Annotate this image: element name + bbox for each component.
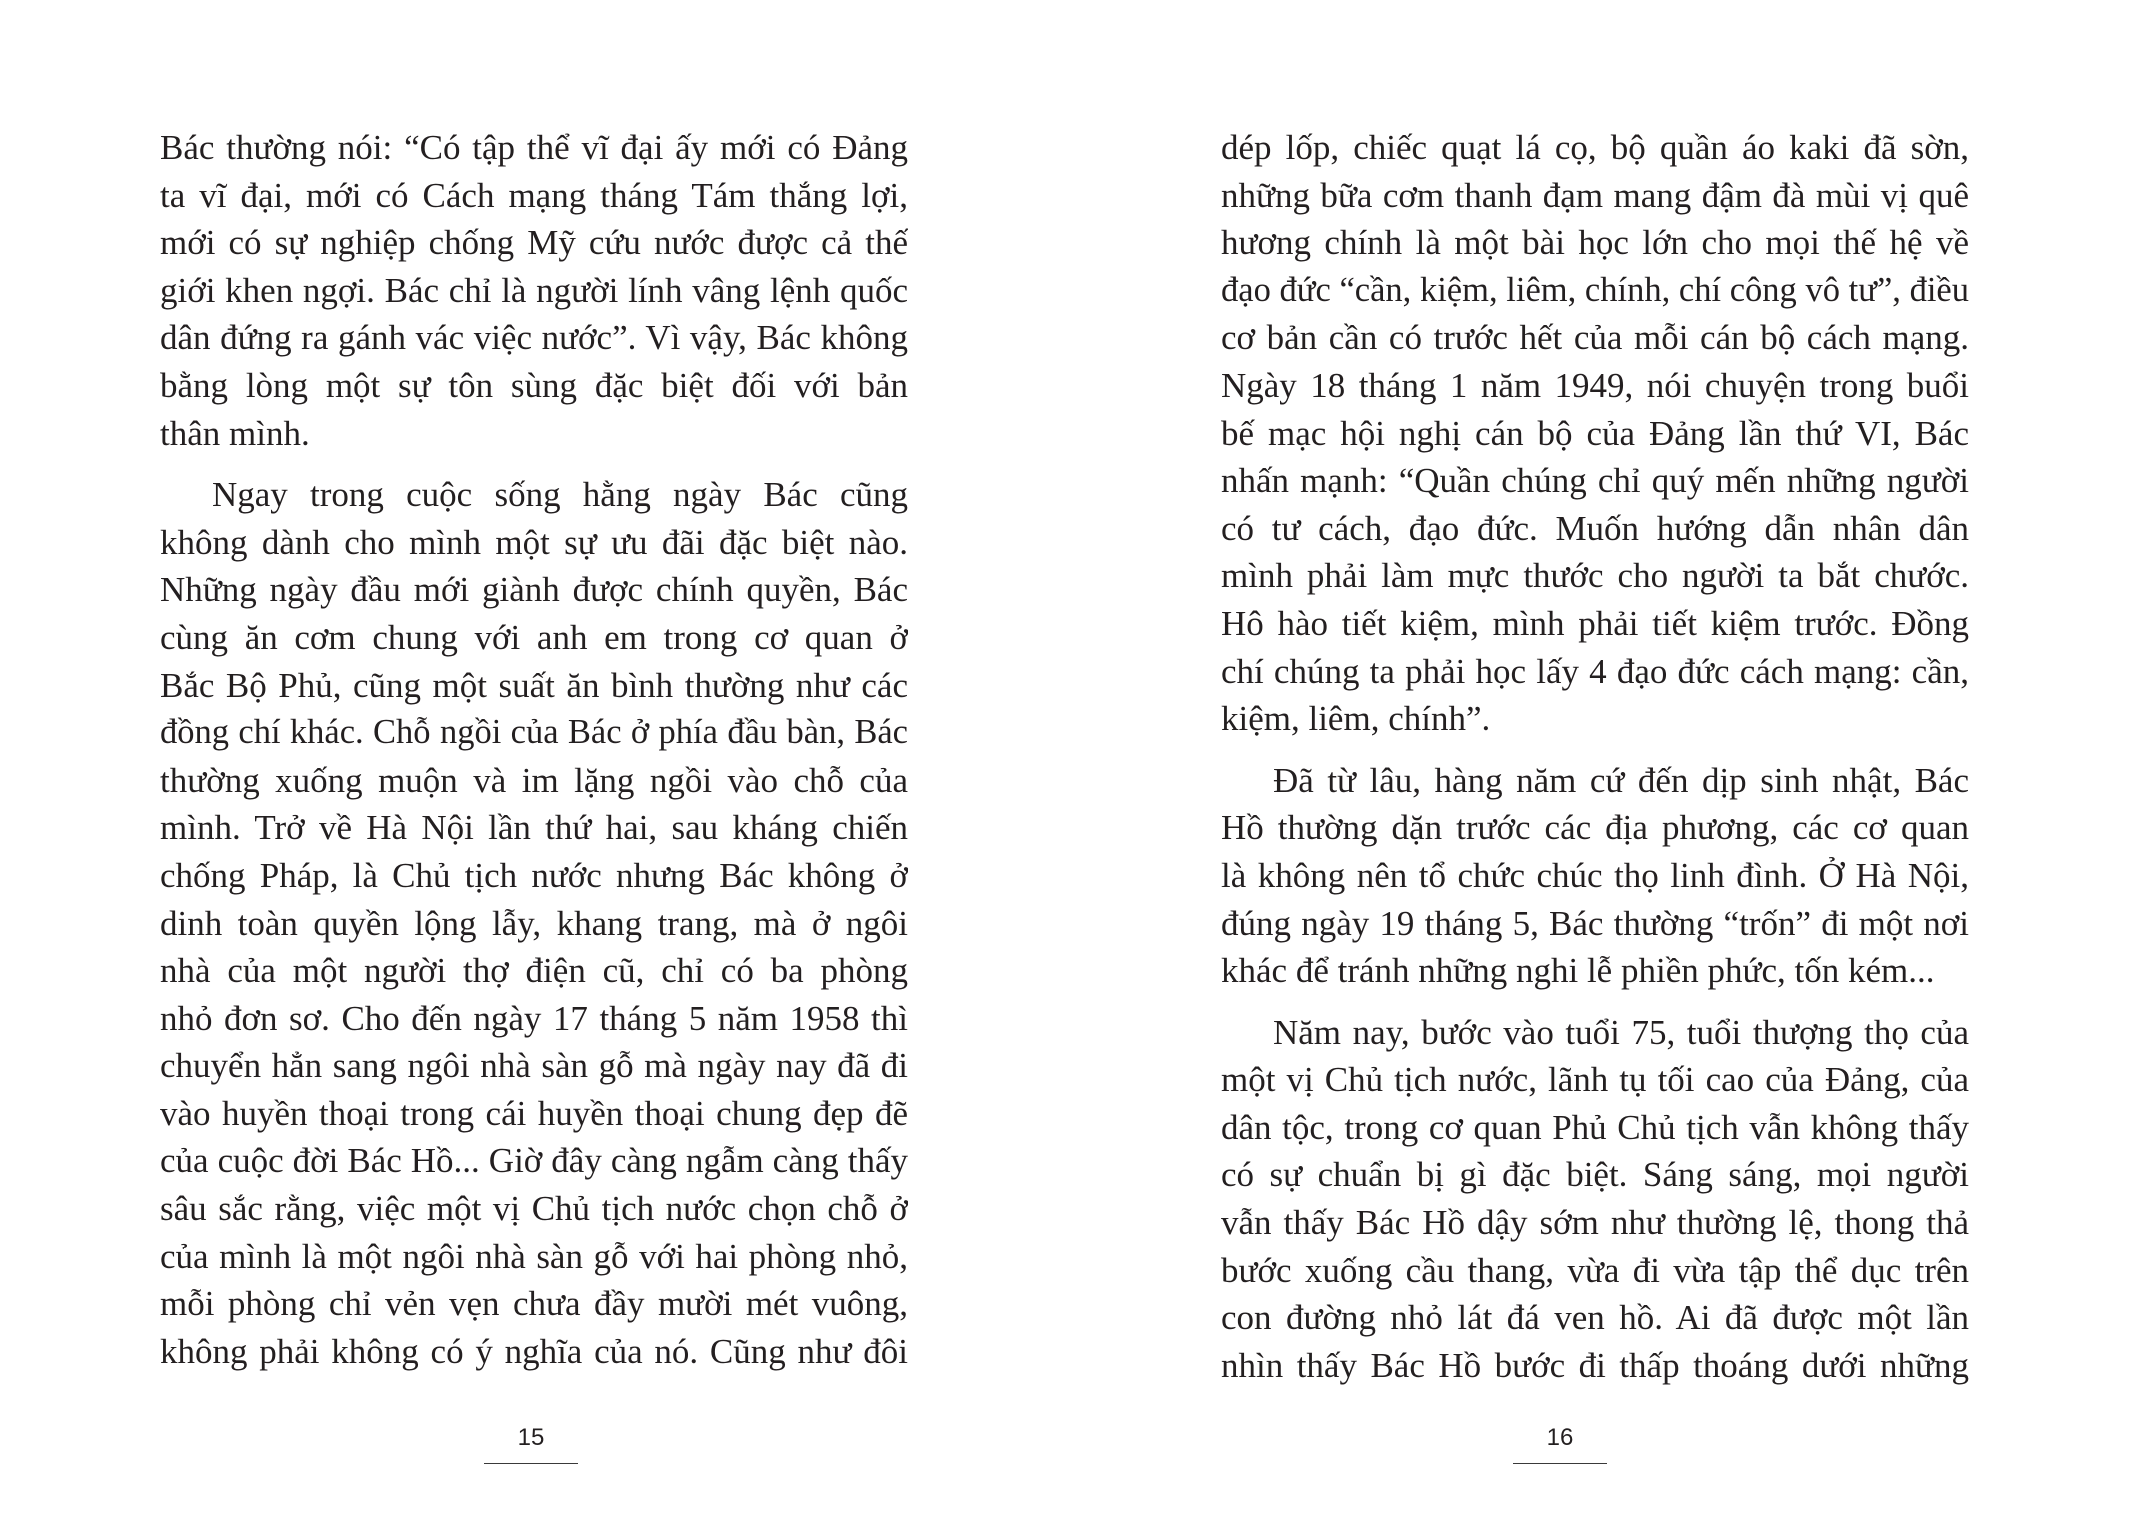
text-line: dân tộc, trong cơ quan Phủ Chủ tịch vẫn không thấy (1221, 1107, 1969, 1147)
text-line: không dành cho mình một sự ưu đãi đặc biệt nào. (160, 522, 908, 562)
text-line: nhỏ đơn sơ. Cho đến ngày 17 tháng 5 năm 1958 thì (160, 998, 908, 1038)
text-line: đạo đức “cần, kiệm, liêm, chính, chí công vô tư”, điều (1221, 270, 1969, 309)
paragraph-gap (160, 457, 908, 471)
paragraph (160, 124, 908, 457)
page-number: 15 (517, 1424, 545, 1451)
text-line: giới khen ngợi. Bác chỉ là người lính vâng lệnh quốc (160, 270, 908, 310)
paragraph (160, 471, 908, 1375)
text-line: không phải không có ý nghĩa của nó. Cũng như đôi (160, 1331, 908, 1371)
text-line: bằng lòng một sự tôn sùng đặc biệt đối với bản (160, 365, 908, 405)
text-line: mỗi phòng chỉ vẻn vẹn chưa đầy mười mét vuông, (160, 1284, 908, 1324)
text-line: khác để tránh những nghi lễ phiền phức, tốn kém... (1221, 951, 1935, 991)
text-line: Ngày 18 tháng 1 năm 1949, nói chuyện trong buổi (1221, 365, 1969, 405)
text-line: chí chúng ta phải học lấy 4 đạo đức cách mạng: cần, (1221, 651, 1969, 691)
text-line: Hô hào tiết kiệm, mình phải tiết kiệm trước. Đồng (1221, 603, 1969, 643)
text-line: chống Pháp, là Chủ tịch nước nhưng Bác không ở (160, 855, 908, 895)
page-number-rule (484, 1463, 578, 1464)
text-line: là không nên tổ chức chúc thọ linh đình. Ở Hà Nội, (1221, 855, 1969, 895)
text-line: có sự chuẩn bị gì đặc biệt. Sáng sáng, mọi người (1221, 1155, 1969, 1195)
text-line: kiệm, liêm, chính”. (1221, 699, 1491, 739)
text-line: nhấn mạnh: “Quần chúng chỉ quý mến những người (1221, 461, 1969, 501)
text-line: những bữa cơm thanh đạm mang đậm đà mùi vị quê (1221, 175, 1969, 215)
paragraph (1221, 1009, 1969, 1390)
text-line: mình. Trở về Hà Nội lần thứ hai, sau kháng chiến (160, 808, 908, 848)
text-line: đồng chí khác. Chỗ ngồi của Bác ở phía đầu bàn, Bác (160, 713, 908, 752)
text-line: Bắc Bộ Phủ, cũng một suất ăn bình thường như các (160, 665, 908, 705)
right-page (1070, 0, 2139, 1528)
text-line: thân mình. (160, 413, 310, 453)
paragraph (1221, 124, 1969, 743)
text-line: Bác thường nói: “Có tập thể vĩ đại ấy mới có Đảng (160, 128, 908, 167)
text-line: nhìn thấy Bác Hồ bước đi thấp thoáng dưới những (1221, 1345, 1969, 1385)
text-line: có tư cách, đạo đức. Muốn hướng dẫn nhân dân (1221, 508, 1969, 548)
text-line: của cuộc đời Bác Hồ... Giờ đây càng ngẫm càng thấy (160, 1141, 908, 1181)
text-line: Những ngày đầu mới giành được chính quyền, Bác (160, 570, 908, 610)
text-line: bước xuống cầu thang, vừa đi vừa tập thể dục trên (1221, 1250, 1969, 1290)
text-line: mình phải làm mực thước cho người ta bắt chước. (1221, 556, 1969, 596)
paragraph-gap (1221, 743, 1969, 757)
text-line: nhà của một người thợ điện cũ, chỉ có ba phòng (160, 951, 908, 991)
text-line: một vị Chủ tịch nước, lãnh tụ tối cao của Đảng, của (1221, 1060, 1969, 1100)
text-line: dinh toàn quyền lộng lẫy, khang trang, mà ở ngôi (160, 903, 908, 943)
text-line: Đã từ lâu, hàng năm cứ đến dịp sinh nhật, Bác (1273, 760, 1969, 800)
paragraph-gap (1221, 995, 1969, 1009)
text-line: Năm nay, bước vào tuổi 75, tuổi thượng thọ của (1273, 1012, 1969, 1052)
text-line: Hồ thường dặn trước các địa phương, các cơ quan (1221, 808, 1969, 848)
page-number: 16 (1546, 1424, 1574, 1451)
text-line: ta vĩ đại, mới có Cách mạng tháng Tám thắng lợi, (160, 175, 908, 215)
text-line: của mình là một ngôi nhà sàn gỗ với hai phòng nhỏ, (160, 1236, 908, 1276)
text-line: vẫn thấy Bác Hồ dậy sớm như thường lệ, thong thả (1221, 1203, 1969, 1243)
text-line: con đường nhỏ lát đá ven hồ. Ai đã được một lần (1221, 1298, 1969, 1338)
text-line: đúng ngày 19 tháng 5, Bác thường “trốn” đi một nơi (1221, 903, 1969, 943)
text-line: Ngay trong cuộc sống hằng ngày Bác cũng (212, 475, 908, 515)
text-line: dân đứng ra gánh vác việc nước”. Vì vậy, Bác không (160, 318, 908, 358)
text-line: thường xuống muộn và im lặng ngồi vào chỗ của (160, 760, 908, 800)
text-line: cùng ăn cơm chung với anh em trong cơ quan ở (160, 617, 908, 657)
text-line: mới có sự nghiệp chống Mỹ cứu nước được cả thế (160, 223, 908, 263)
text-line: hương chính là một bài học lớn cho mọi thế hệ về (1221, 223, 1969, 263)
text-line: sâu sắc rằng, việc một vị Chủ tịch nước chọn chỗ ở (160, 1189, 908, 1229)
text-line: bế mạc hội nghị cán bộ của Đảng lần thứ VI, Bác (1221, 413, 1969, 453)
left-page-text (160, 124, 908, 1375)
paragraph (1221, 757, 1969, 995)
right-page-text (1221, 124, 1969, 1389)
text-line: chuyển hẳn sang ngôi nhà sàn gỗ mà ngày nay đã đi (160, 1046, 908, 1086)
text-line: cơ bản cần có trước hết của mỗi cán bộ cách mạng. (1221, 318, 1969, 358)
text-line: dép lốp, chiếc quạt lá cọ, bộ quần áo kaki đã sờn, (1221, 128, 1969, 167)
text-line: vào huyền thoại trong cái huyền thoại chung đẹp đẽ (160, 1093, 908, 1133)
page-number-rule (1513, 1463, 1607, 1464)
